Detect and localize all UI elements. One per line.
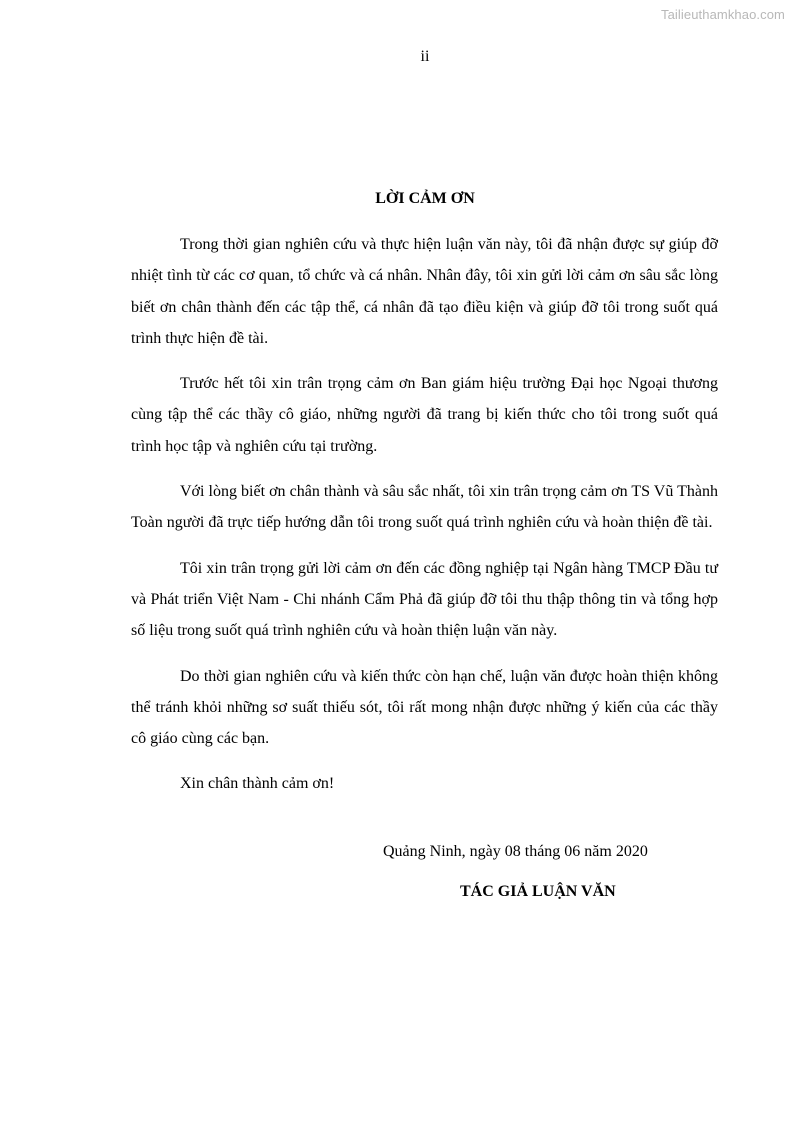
paragraph: Với lòng biết ơn chân thành và sâu sắc nhất, tôi xin trân trọng cảm ơn TS Vũ Thành Toàn người đã trực tiếp hướng dẫn tôi trong suốt quá trình nghiên cứu và hoàn thiện đề tài. <box>131 483 718 532</box>
paragraph: Trước hết tôi xin trân trọng cảm ơn Ban giám hiệu trường Đại học Ngoại thương cùng tập thể các thầy cô giáo, những người đã trang bị kiến thức cho tôi trong suốt quá trình học tập và nghiên cứu tại trường. <box>131 375 718 455</box>
paragraph: Tôi xin trân trọng gửi lời cảm ơn đến các đồng nghiệp tại Ngân hàng TMCP Đầu tư và Phát triển Việt Nam - Chi nhánh Cẩm Phả đã giúp đỡ tôi thu thập thông tin và tổng hợp số liệu trong suốt quá trình nghiên cứu và hoàn thiện luận văn này. <box>131 559 718 640</box>
page-title: LỜI CẢM ƠN <box>375 190 475 207</box>
page-number: ii <box>420 48 430 65</box>
paragraph: Trong thời gian nghiên cứu và thực hiện luận văn này, tôi đã nhận được sự giúp đỡ nhiệt tình từ các cơ quan, tổ chức và cá nhân. Nhân đây, tôi xin gửi lời cảm ơn sâu sắc lòng biết ơn chân thành đến các tập thể, cá nhân đã tạo điều kiện và giúp đỡ tôi trong suốt quá trình thực hiện đề tài. <box>131 236 718 347</box>
paragraph: Do thời gian nghiên cứu và kiến thức còn hạn chế, luận văn được hoàn thiện không thể tránh khỏi những sơ suất thiếu sót, tôi rất mong nhận được những ý kiến của các thầy cô giáo cùng các bạn. <box>131 667 718 748</box>
document-body <box>131 229 718 799</box>
place-date: Quảng Ninh, ngày 08 tháng 06 năm 2020 <box>383 843 648 860</box>
closing-line: Xin chân thành cảm ơn! <box>180 775 335 793</box>
watermark: Tailieuthamkhao.com <box>660 7 785 22</box>
author-signature-label: TÁC GIẢ LUẬN VĂN <box>460 883 616 900</box>
